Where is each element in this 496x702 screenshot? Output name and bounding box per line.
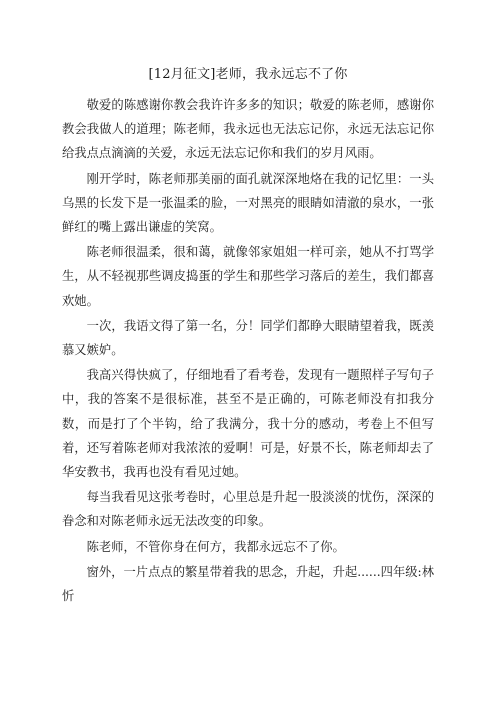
paragraph-3: 陈老师很温柔，很和蔼，就像邻家姐姐一样可亲，她从不打骂学生，从不轻视那些调皮捣蛋的学生和那些学习落后的差生，我们都喜欢她。 [62, 245, 434, 308]
paragraph-8: 窗外，一片点点的繁星带着我的思念，升起，升起......四年级:林忻 [62, 564, 434, 604]
paragraph-6: 每当我看见这张考卷时，心里总是升起一股淡淡的忧伤，深深的眷念和对陈老师永远无法改变的印象。 [62, 490, 434, 529]
paragraph-2: 刚开学时，陈老师那美丽的面孔就深深地烙在我的记忆里：一头乌黑的长发下是一张温柔的脸，一对黑亮的眼睛如清澈的泉水，一张鲜红的嘴上露出谦虚的笑窝。 [62, 171, 434, 235]
paragraph-1: 敬爱的陈感谢你教会我许许多多的知识；敬爱的陈老师，感谢你教会我做人的道理；陈老师，我永远也无法忘记你，永远无法忘记你给我点点滴滴的关爱，永远无法忘记你和我们的岁月风雨。 [62, 98, 434, 161]
paragraph-5: 我高兴得快疯了，仔细地看了看考卷，发现有一题照样子写句子中，我的答案不是很标准，甚至不是正确的，可陈老师没有扣我分数，而是打了个半钩，给了我满分，我十分的感动，考卷上不但写着，还写着陈老师对我浓浓的爱啊！可是，好景不长，陈老师却去了华安教书，我再也没有看见过她。 [62, 368, 434, 480]
document-title: [12月征文]老师，我永远忘不了你 [148, 67, 348, 82]
paragraph-7: 陈老师，不管你身在何方，我都永远忘不了你。 [86, 539, 345, 554]
paragraph-4: 一次，我语文得了第一名，分！同学们都睁大眼睛望着我，既羡慕又嫉妒。 [62, 318, 434, 358]
document-page [62, 66, 434, 609]
